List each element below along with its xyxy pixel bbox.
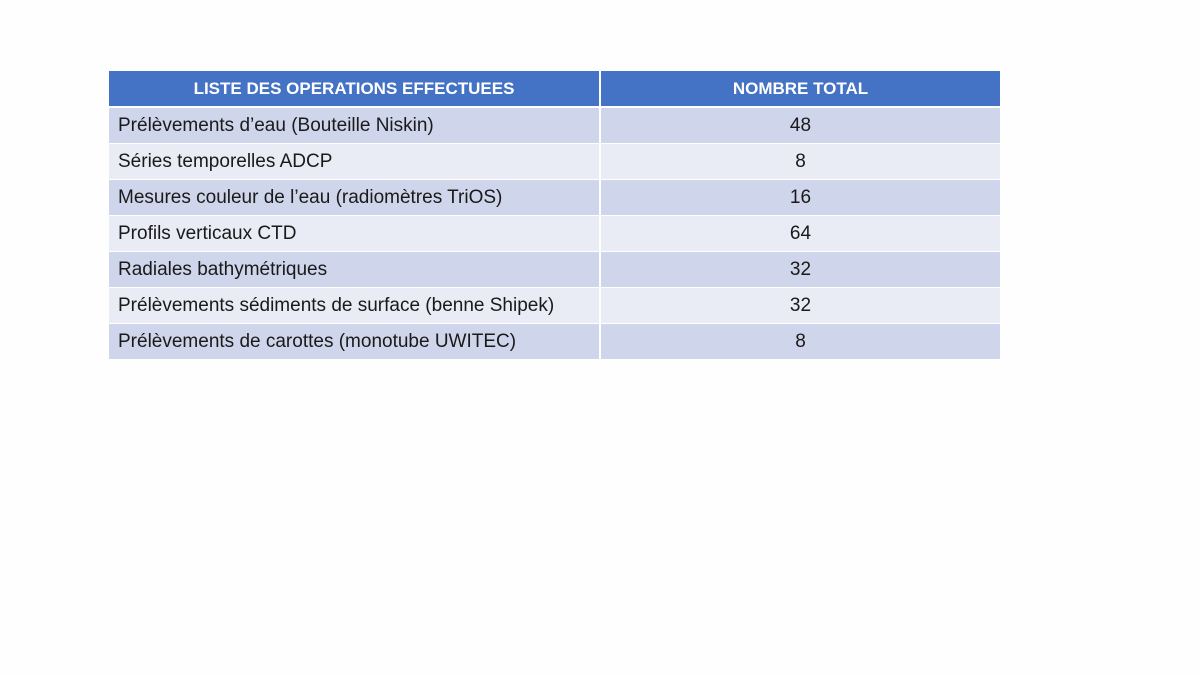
operations-table-container — [109, 71, 1000, 360]
header-total: NOMBRE TOTAL — [600, 71, 1000, 107]
total-cell: 8 — [600, 144, 1000, 180]
table-row — [109, 324, 1000, 360]
table-header-row — [109, 71, 1000, 107]
table-row — [109, 216, 1000, 252]
operation-cell: Prélèvements de carottes (monotube UWITEC) — [109, 324, 600, 360]
total-cell: 48 — [600, 107, 1000, 144]
operation-cell: Profils verticaux CTD — [109, 216, 600, 252]
total-cell: 16 — [600, 180, 1000, 216]
operation-cell: Séries temporelles ADCP — [109, 144, 600, 180]
total-cell: 64 — [600, 216, 1000, 252]
total-cell: 32 — [600, 288, 1000, 324]
table-row — [109, 288, 1000, 324]
operation-cell: Prélèvements d’eau (Bouteille Niskin) — [109, 107, 600, 144]
operation-cell: Radiales bathymétriques — [109, 252, 600, 288]
total-cell: 32 — [600, 252, 1000, 288]
table-row — [109, 252, 1000, 288]
operations-table — [109, 71, 1000, 360]
header-operations: LISTE DES OPERATIONS EFFECTUEES — [109, 71, 600, 107]
total-cell: 8 — [600, 324, 1000, 360]
operation-cell: Mesures couleur de l’eau (radiomètres TriOS) — [109, 180, 600, 216]
table-row — [109, 144, 1000, 180]
table-row — [109, 107, 1000, 144]
table-row — [109, 180, 1000, 216]
operation-cell: Prélèvements sédiments de surface (benne Shipek) — [109, 288, 600, 324]
